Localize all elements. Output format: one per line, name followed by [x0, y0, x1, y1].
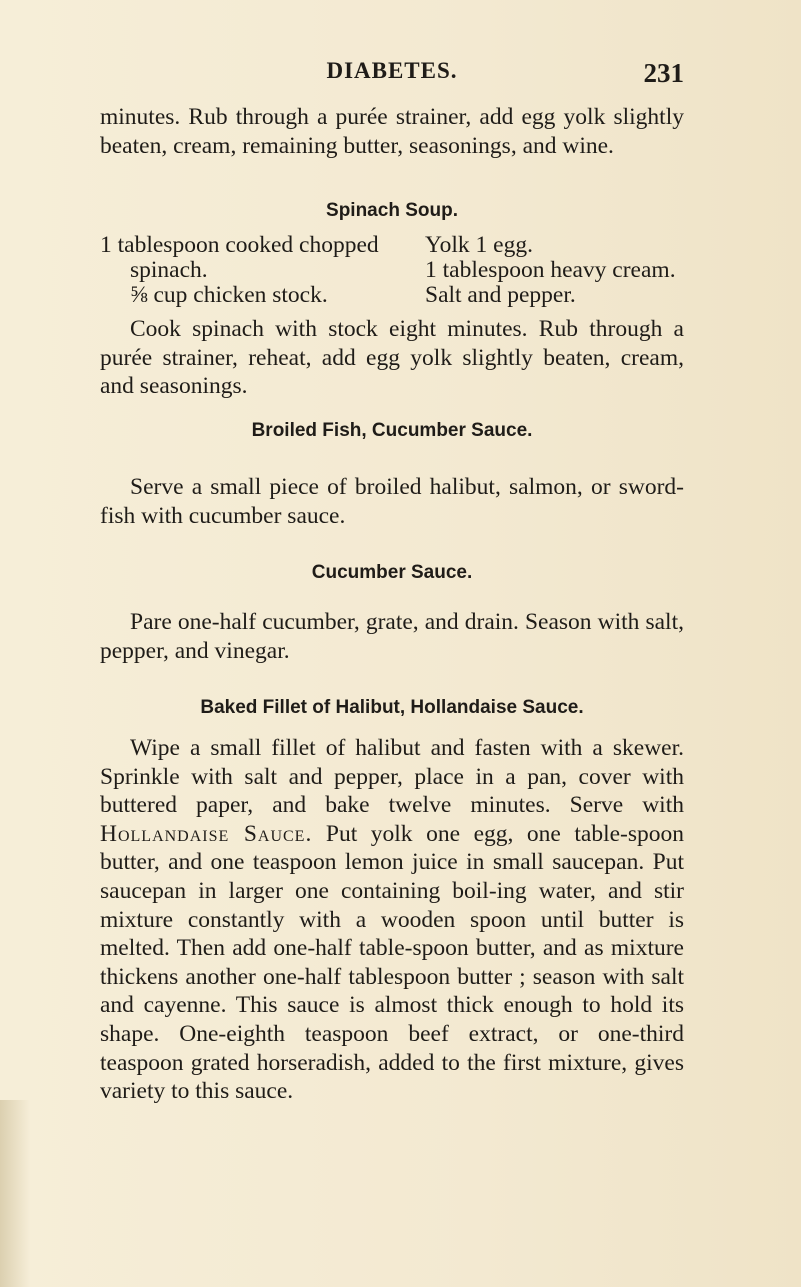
- continuation-paragraph: minutes. Rub through a purée strainer, add egg yolk slightly beaten, cream, remaining butter, seasonings, and wine.: [100, 104, 684, 159]
- broiled-fish-directions: Serve a small piece of broiled halibut, salmon, or sword-fish with cucumber sauce.: [100, 474, 684, 529]
- spinach-soup-heading: Spinach Soup.: [326, 200, 458, 221]
- cucumber-sauce-directions: Pare one-half cucumber, grate, and drain. Season with salt, pepper, and vinegar.: [100, 609, 684, 664]
- ingredient-line: ⅝ cup chicken stock.: [130, 282, 328, 308]
- spinach-soup-ingredients-right: [425, 233, 676, 308]
- baked-fillet-directions: [100, 734, 684, 1106]
- directions-text: Wipe a small fillet of halibut and fasten with a skewer. Sprinkle with salt and pepper, place in a pan, cover with buttered paper, and bake twelve minutes. Serve with: [100, 735, 684, 819]
- page-edge-shadow: [0, 1100, 30, 1287]
- ingredient-line: 1 tablespoon cooked chopped: [100, 232, 379, 258]
- spinach-soup-ingredients-left: [100, 233, 379, 308]
- ingredient-line: 1 tablespoon heavy cream.: [425, 257, 676, 283]
- baked-fillet-heading: Baked Fillet of Halibut, Hollandaise Sauce.: [200, 697, 584, 718]
- ingredient-line: Salt and pepper.: [425, 282, 576, 308]
- ingredient-line: Yolk 1 egg.: [425, 232, 533, 258]
- page-number: 231: [643, 58, 684, 88]
- spinach-soup-directions: Cook spinach with stock eight minutes. Rub through a purée strainer, reheat, add egg yolk slightly beaten, cream, and seasonings.: [100, 316, 684, 400]
- cucumber-sauce-heading: Cucumber Sauce.: [311, 562, 473, 583]
- hollandaise-sauce-name: Hollandaise Sauce.: [100, 820, 313, 847]
- running-title: DIABETES.: [326, 58, 458, 83]
- running-head: [100, 58, 684, 92]
- ingredient-line: spinach.: [130, 257, 208, 283]
- broiled-fish-heading: Broiled Fish, Cucumber Sauce.: [251, 420, 533, 441]
- directions-text: Put yolk one egg, one table-spoon butter, and one teaspoon lemon juice in small saucepan. Put saucepan in larger one containing boil-ing water, and stir mixture constantly with a wooden spoon until butter is melted. Then add one-half table-spoon butter, and as mixture thickens another one-half tablespoon butter ; season with salt and cayenne. This sauce is almost thick enough to hold its shape. One-eighth teaspoon beef extract, or one-third teaspoon grated horseradish, added to the first mixture, gives variety to this sauce.: [100, 820, 685, 1105]
